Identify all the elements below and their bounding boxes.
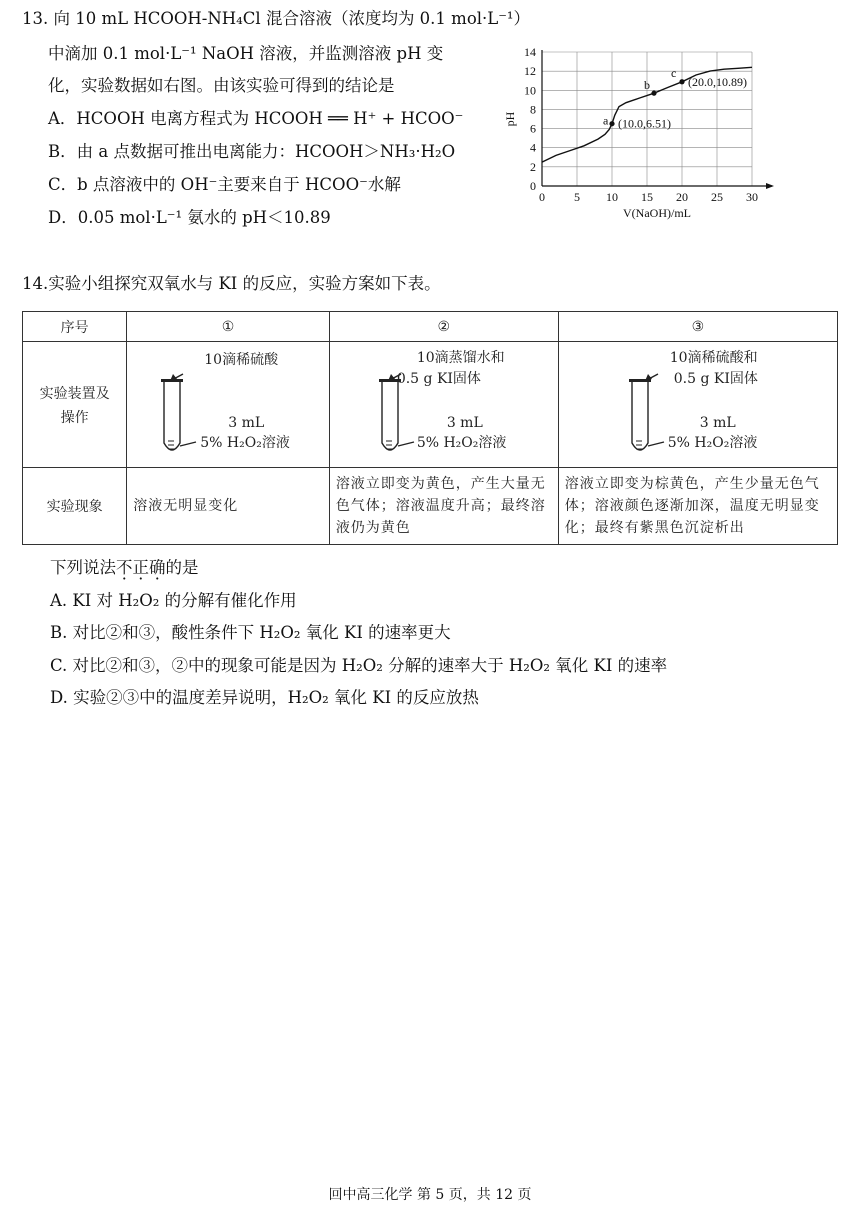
volume-label: 3 mL: [446, 415, 483, 431]
experiment-table: [22, 311, 838, 545]
q13-option-c: C．b 点溶液中的 OH⁻主要来自于 HCOO⁻水解: [48, 175, 401, 194]
y-axis-label: pH: [503, 111, 517, 127]
x-tick-label: 30: [746, 190, 758, 204]
page-footer: 回中高三化学 第 5 页，共 12 页: [328, 1187, 532, 1203]
setup-cell-1: [127, 342, 330, 468]
y-tick-label: 8: [530, 102, 536, 117]
emphasis-char: 正: [132, 558, 149, 577]
point-label-c: c: [671, 65, 677, 80]
solution-label: 5% H₂O₂溶液: [667, 435, 758, 451]
emphasis-char: 不: [116, 558, 133, 577]
phenomenon-cell-2: 溶液立即变为黄色，产生大量无色气体；溶液温度升高；最终溶液仍为黄色: [329, 468, 558, 545]
q13-option-d: D．0.05 mol·L⁻¹ 氨水的 pH＜10.89: [48, 208, 331, 227]
point-label-a: a: [603, 113, 609, 128]
q14-question: [50, 557, 199, 579]
point-annotation-a: (10.0,6.51): [618, 116, 671, 131]
q14-stem: 14.实验小组探究双氧水与 KI 的反应，实验方案如下表。: [22, 274, 441, 293]
table-header-cell: ③: [558, 312, 837, 342]
x-tick-label: 20: [676, 190, 688, 204]
table-row: [23, 468, 838, 545]
solution-label: 5% H₂O₂溶液: [416, 435, 507, 451]
table-header-cell: 序号: [23, 312, 127, 342]
y-tick-label: 2: [530, 159, 536, 174]
y-tick-label: 14: [524, 45, 536, 59]
point-annotation-c: (20.0,10.89): [688, 74, 747, 89]
table-header-cell: ①: [127, 312, 330, 342]
solution-label: 5% H₂O₂溶液: [200, 435, 290, 451]
x-tick-label: 5: [574, 190, 580, 204]
reagent-label: 10滴蒸馏水和: [416, 350, 505, 366]
x-axis-arrow: [766, 183, 774, 189]
q14-option-d: D. 实验②③中的温度差异说明，H₂O₂ 氧化 KI 的反应放热: [50, 688, 479, 707]
emphasis-char: 确: [149, 558, 166, 577]
y-tick-label: 0: [530, 179, 536, 193]
q14-option-a: A. KI 对 H₂O₂ 的分解有催化作用: [50, 591, 297, 610]
q14-option-b: B. 对比②和③，酸性条件下 H₂O₂ 氧化 KI 的速率更大: [50, 623, 451, 642]
table-row: [23, 342, 838, 468]
row-label-setup-l1: 实验装置及: [39, 385, 110, 402]
q14-option-c: C. 对比②和③，②中的现象可能是因为 H₂O₂ 分解的速率大于 H₂O₂ 氧化 KI 的速率: [50, 656, 668, 675]
x-tick-label: 0: [539, 190, 545, 204]
setup-cell-2: [329, 342, 558, 468]
q13-stem-line1: 13. 向 10 mL HCOOH-NH₄Cl 混合溶液（浓度均为 0.1 mol·L⁻¹）: [22, 9, 531, 28]
table-header-row: [23, 312, 838, 342]
row-label-setup-l2: 操作: [60, 409, 89, 426]
y-tick-label: 10: [524, 83, 536, 98]
q14-question-post: 的是: [165, 558, 199, 577]
row-label-setup: [23, 342, 127, 468]
y-tick-label: 6: [530, 121, 536, 136]
q14-question-emph: [116, 558, 166, 577]
table-header-cell: ②: [329, 312, 558, 342]
x-tick-label: 10: [606, 190, 618, 204]
ph-titration-chart: [500, 40, 790, 225]
q13-stem-line3: 化，实验数据如右图。由该实验可得到的结论是: [48, 76, 395, 95]
phenomenon-cell-3: 溶液立即变为棕黄色，产生少量无色气体；溶液颜色逐渐加深，温度无明显变化；最终有紫黑色沉淀析出: [558, 468, 837, 545]
y-tick-label: 4: [530, 140, 536, 155]
reagent-label: 10滴稀硫酸和: [669, 350, 758, 366]
volume-label: 3 mL: [228, 415, 265, 431]
reagent-label: 10滴稀硫酸: [204, 352, 279, 368]
q14-question-pre: 下列说法: [50, 558, 116, 577]
q13-stem-line2: 中滴加 0.1 mol·L⁻¹ NaOH 溶液，并监测溶液 pH 变: [48, 44, 444, 63]
phenomenon-cell-1: 溶液无明显变化: [127, 468, 330, 545]
x-axis-label: V(NaOH)/mL: [623, 206, 691, 220]
data-point-c: [679, 79, 684, 84]
data-point-b: [651, 91, 656, 96]
row-label-phenomenon: 实验现象: [23, 468, 127, 545]
data-point-a: [609, 121, 614, 126]
volume-label: 3 mL: [699, 415, 736, 431]
point-label-b: b: [644, 78, 650, 93]
x-tick-label: 25: [711, 190, 723, 204]
y-tick-label: 12: [524, 64, 536, 79]
reagent-label: 0.5 g KI固体: [396, 371, 481, 387]
q13-option-a: A．HCOOH 电离方程式为 HCOOH ══ H⁺ + HCOO⁻: [48, 109, 464, 128]
x-tick-label: 15: [641, 190, 653, 204]
setup-cell-3: [558, 342, 837, 468]
reagent-label: 0.5 g KI固体: [673, 371, 758, 387]
q13-option-b: B．由 a 点数据可推出电离能力：HCOOH＞NH₃·H₂O: [48, 142, 456, 161]
